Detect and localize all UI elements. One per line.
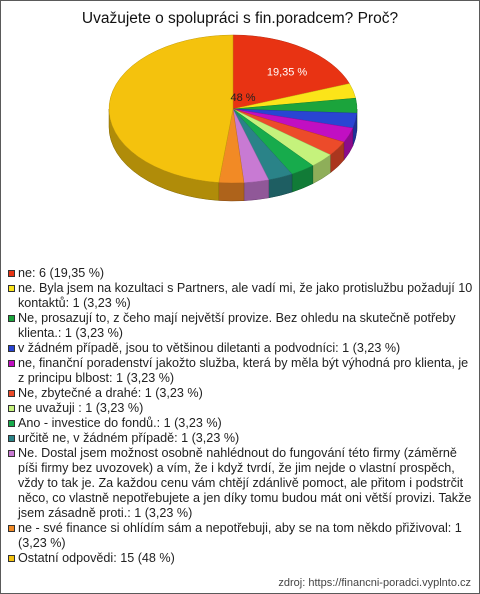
legend-label: ne: 6 (19,35 %)	[18, 266, 105, 280]
legend-label: ne - své finance si ohlídím sám a nepotřebuji, aby se na tom někdo přiživoval: 1 (3,23 %)	[18, 521, 462, 550]
legend-swatch	[8, 390, 15, 397]
legend-item	[8, 356, 474, 386]
legend	[8, 266, 474, 566]
legend-item	[8, 281, 474, 311]
pie-slice-side	[244, 180, 269, 201]
legend-swatch	[8, 270, 15, 277]
legend-label: ne, finanční poradenství jakožto služba, která by měla být výhodná pro klienta, je z principu blbost: 1 (3,23 %)	[18, 356, 469, 385]
legend-label: ne uvažuji : 1 (3,23 %)	[18, 401, 144, 415]
legend-label: určitě ne, v žádném případě: 1 (3,23 %)	[18, 431, 240, 445]
legend-item	[8, 311, 474, 341]
legend-item	[8, 446, 474, 521]
legend-label: Ne. Dostal jsem možnost osobně nahlédnout do fungování této firmy (záměrně píši firmy bez uvozovek) a vím, že i když tvrdí, že jim nejde o vlastní prospěch, vždy to tak je. Za každou cenu vám chtějí zdánlivě pomoct, ale přitom i podstrčit něco, co vlastně nepotřebujete a jen díky tomu budou mát oni větší provizi. Takže jsem zásadně proti.: 1 (3,23 %)	[18, 446, 472, 520]
legend-item	[8, 266, 474, 281]
legend-swatch	[8, 555, 15, 562]
pie-data-label: 19,35 %	[266, 66, 308, 79]
legend-item	[8, 416, 474, 431]
legend-swatch	[8, 285, 15, 292]
pie-data-label: 48 %	[230, 92, 256, 104]
legend-swatch	[8, 435, 15, 442]
legend-item	[8, 401, 474, 416]
legend-swatch	[8, 450, 15, 457]
chart-title: Uvažujete o spolupráci s fin.poradcem? Proč?	[81, 10, 399, 27]
pie-chart	[1, 1, 479, 261]
legend-label: Ostatní odpovědi: 15 (48 %)	[18, 551, 175, 565]
legend-item	[8, 341, 474, 356]
legend-label: ne. Byla jsem na kozultaci s Partners, ale vadí mi, že jako protislužbu požadují 10 kontaktů: 1 (3,23 %)	[18, 281, 473, 310]
legend-swatch	[8, 405, 15, 412]
legend-label: Ano - investice do fondů.: 1 (3,23 %)	[18, 416, 222, 430]
legend-swatch	[8, 315, 15, 322]
legend-item	[8, 521, 474, 551]
legend-item	[8, 386, 474, 401]
legend-label: v žádném případě, jsou to většinou diletanti a podvodníci: 1 (3,23 %)	[18, 341, 401, 355]
source-note: zdroj: https://financni-poradci.vyplnto.cz	[278, 577, 471, 589]
legend-item	[8, 551, 474, 566]
legend-swatch	[8, 420, 15, 427]
legend-swatch	[8, 345, 15, 352]
legend-swatch	[8, 525, 15, 532]
legend-item	[8, 431, 474, 446]
pie-slice-side	[219, 183, 244, 201]
legend-label: Ne, prosazují to, z čeho mají největší provize. Bez ohledu na skutečně potřeby klienta.: 1 (3,23 %)	[18, 311, 456, 340]
legend-swatch	[8, 360, 15, 367]
legend-label: Ne, zbytečné a drahé: 1 (3,23 %)	[18, 386, 203, 400]
